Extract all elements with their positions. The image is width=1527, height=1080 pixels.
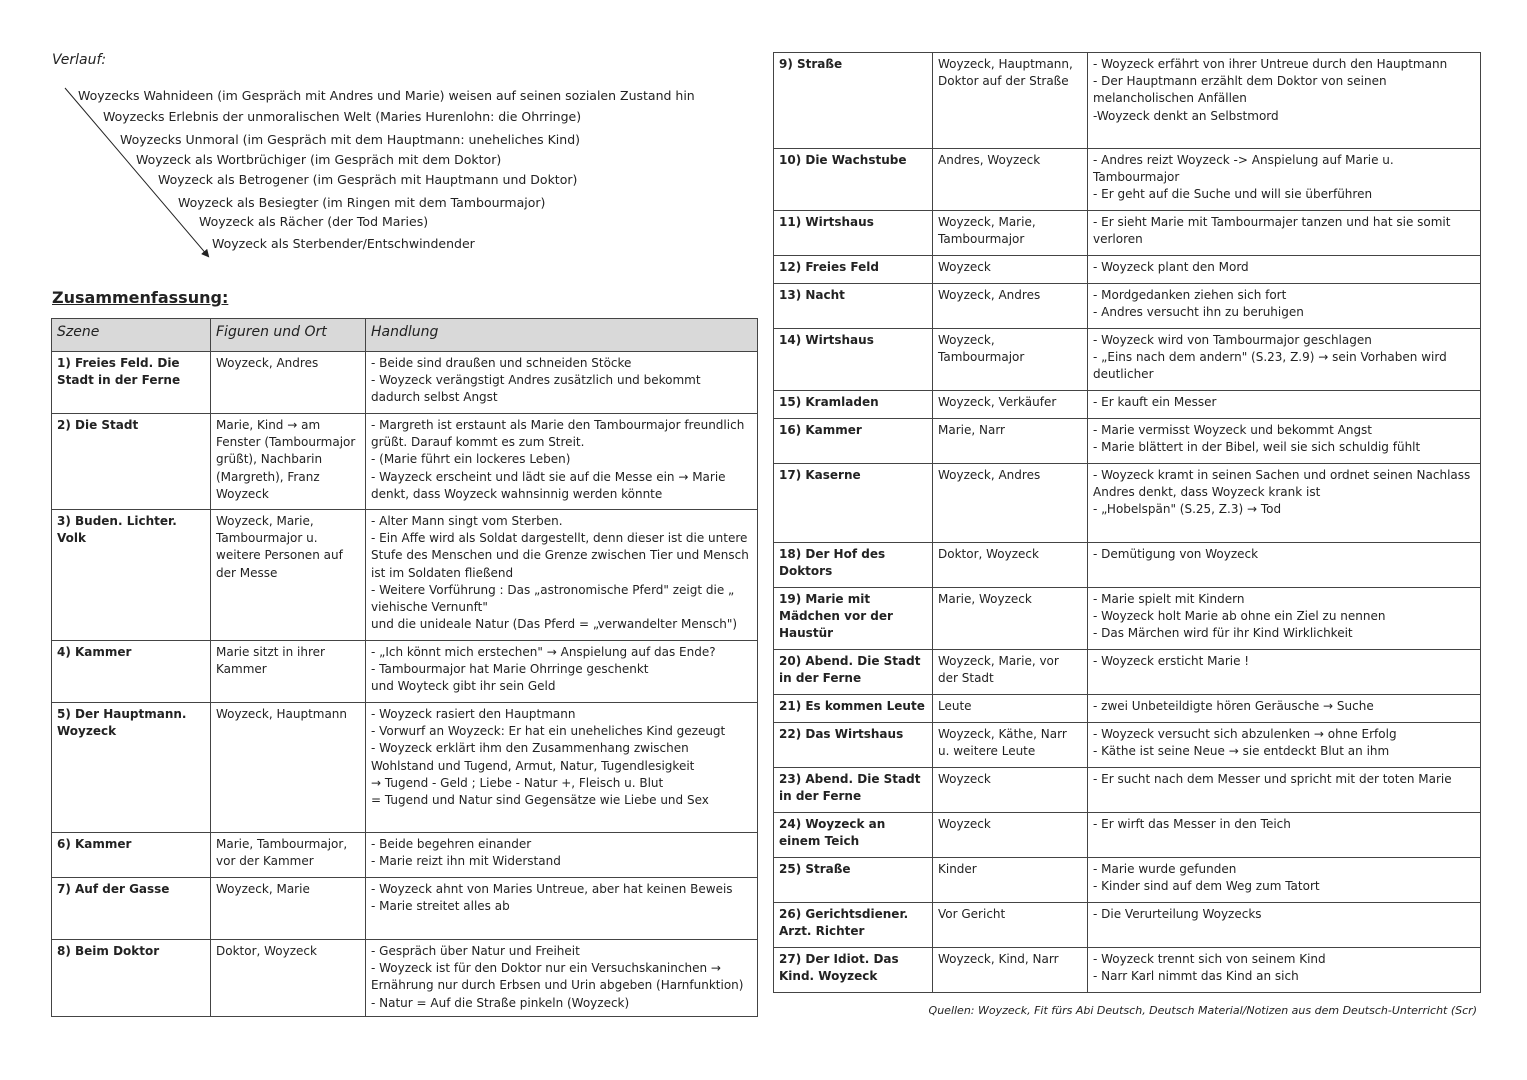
figuren-cell: Woyzeck, Verkäufer	[933, 391, 1088, 419]
verlauf-line: Woyzecks Wahnideen (im Gespräch mit Andres und Marie) weisen auf seinen sozialen Zustand hin	[78, 88, 695, 103]
scene-cell: 13) Nacht	[774, 284, 933, 329]
handlung-line: - Natur = Auf die Straße pinkeln (Woyzeck)	[371, 995, 630, 1010]
handlung-line: - Tambourmajor hat Marie Ohrringe geschenkt	[371, 662, 649, 677]
handlung-cell	[1088, 543, 1481, 588]
handlung-line: - Mordgedanken ziehen sich fort	[1093, 288, 1287, 302]
figuren-cell: Andres, Woyzeck	[933, 149, 1088, 211]
handlung-cell	[366, 878, 758, 940]
table-row	[774, 543, 1481, 588]
verlauf-line: Woyzeck als Sterbender/Entschwindender	[212, 236, 475, 251]
figuren-cell: Woyzeck, Marie	[211, 878, 366, 940]
handlung-cell	[1088, 903, 1481, 948]
handlung-line: - Margreth ist erstaunt als Marie den Tambourmajor freundlich grüßt. Darauf kommt es zum Streit.	[371, 418, 745, 450]
verlauf-title: Verlauf:	[52, 52, 107, 68]
figuren-cell: Woyzeck	[933, 256, 1088, 284]
scene-cell: 22) Das Wirtshaus	[774, 723, 933, 768]
scene-cell: 14) Wirtshaus	[774, 329, 933, 391]
summary-table-right	[773, 52, 1481, 993]
sources-note: Quellen: Woyzeck, Fit fürs Abi Deutsch, Deutsch Material/Notizen aus dem Deutsch-Unterricht (Scr)	[928, 1004, 1477, 1017]
scene-cell: 3) Buden. Lichter. Volk	[52, 510, 211, 641]
handlung-line: und die unideale Natur (Das Pferd = „verwandelter Mensch")	[371, 617, 738, 632]
handlung-line: und Woyteck gibt ihr sein Geld	[371, 679, 556, 694]
figuren-cell: Woyzeck	[933, 768, 1088, 813]
handlung-line: - Marie wurde gefunden	[1093, 862, 1237, 876]
table-row	[774, 256, 1481, 284]
handlung-line: - Marie reizt ihn mit Widerstand	[371, 854, 561, 869]
handlung-line: - (Marie führt ein lockeres Leben)	[371, 452, 571, 467]
scene-cell: 23) Abend. Die Stadt in der Ferne	[774, 768, 933, 813]
handlung-cell	[1088, 284, 1481, 329]
scene-cell: 18) Der Hof des Doktors	[774, 543, 933, 588]
handlung-line: Andres denkt, dass Woyzeck krank ist	[1093, 485, 1321, 500]
table-header-row	[52, 319, 758, 352]
handlung-line: - Er sieht Marie mit Tambourmajer tanzen und hat sie somit verloren	[1093, 215, 1451, 247]
scene-cell: 4) Kammer	[52, 641, 211, 703]
verlauf-line: Woyzecks Unmoral (im Gespräch mit dem Hauptmann: uneheliches Kind)	[120, 132, 581, 147]
handlung-line: - Andres versucht ihn zu beruhigen	[1093, 305, 1304, 320]
handlung-line: - Wayzeck erscheint und lädt sie auf die Messe ein → Marie denkt, dass Woyzeck wahnsinnig werden könnte	[371, 469, 726, 501]
scene-cell: 8) Beim Doktor	[52, 940, 211, 1017]
handlung-cell	[366, 352, 758, 414]
table-row	[52, 940, 758, 1017]
figuren-cell: Doktor, Woyzeck	[933, 543, 1088, 588]
handlung-cell	[366, 703, 758, 833]
handlung-line: - zwei Unbeteildigte hören Geräusche → Suche	[1093, 699, 1374, 713]
handlung-cell	[1088, 211, 1481, 256]
scene-cell: 1) Freies Feld. Die Stadt in der Ferne	[52, 352, 211, 414]
handlung-line: - Ein Affe wird als Soldat dargestellt, denn dieser ist die untere Stufe des Menschen und die Grenze zwischen Tier und Mensch ist im Soldaten fließend	[371, 531, 749, 580]
verlauf-line: Woyzeck als Betrogener (im Gespräch mit Hauptmann und Doktor)	[158, 172, 578, 187]
scene-cell: 21) Es kommen Leute	[774, 695, 933, 723]
handlung-cell	[366, 833, 758, 878]
figuren-cell: Woyzeck, Andres	[211, 352, 366, 414]
figuren-cell: Marie, Narr	[933, 419, 1088, 464]
figuren-cell: Woyzeck, Marie, vor der Stadt	[933, 650, 1088, 695]
figuren-cell: Marie, Tambourmajor, vor der Kammer	[211, 833, 366, 878]
figuren-cell: Woyzeck, Hauptmann, Doktor auf der Straße	[933, 53, 1088, 149]
scene-cell: 10) Die Wachstube	[774, 149, 933, 211]
handlung-cell	[1088, 329, 1481, 391]
figuren-cell: Woyzeck, Tambourmajor	[933, 329, 1088, 391]
handlung-line: - Käthe ist seine Neue → sie entdeckt Blut an ihm	[1093, 744, 1390, 759]
scene-cell: 25) Straße	[774, 858, 933, 903]
handlung-cell	[1088, 419, 1481, 464]
table-row	[52, 878, 758, 940]
table-row	[774, 903, 1481, 948]
scene-cell: 24) Woyzeck an einem Teich	[774, 813, 933, 858]
table-row	[774, 588, 1481, 650]
handlung-line: - Alter Mann singt vom Sterben.	[371, 514, 563, 528]
handlung-line: - Andres reizt Woyzeck -> Anspielung auf Marie u. Tambourmajor	[1093, 153, 1394, 185]
scene-cell: 17) Kaserne	[774, 464, 933, 543]
figuren-cell: Woyzeck, Andres	[933, 284, 1088, 329]
handlung-line: - Der Hauptmann erzählt dem Doktor von seinen melancholischen Anfällen	[1093, 74, 1387, 106]
handlung-line: - Er wirft das Messer in den Teich	[1093, 817, 1291, 831]
table-row	[52, 414, 758, 510]
handlung-cell	[366, 641, 758, 703]
figuren-cell: Doktor, Woyzeck	[211, 940, 366, 1017]
handlung-line: - Woyzeck plant den Mord	[1093, 260, 1249, 274]
scene-cell: 15) Kramladen	[774, 391, 933, 419]
scene-cell: 12) Freies Feld	[774, 256, 933, 284]
scene-cell: 20) Abend. Die Stadt in der Ferne	[774, 650, 933, 695]
handlung-cell	[1088, 723, 1481, 768]
handlung-cell	[1088, 464, 1481, 543]
figuren-cell: Woyzeck, Kind, Narr	[933, 948, 1088, 993]
figuren-cell: Woyzeck, Käthe, Narr u. weitere Leute	[933, 723, 1088, 768]
figuren-cell: Marie sitzt in ihrer Kammer	[211, 641, 366, 703]
handlung-line: - Woyzeck ahnt von Maries Untreue, aber hat keinen Beweis	[371, 882, 733, 896]
table-row	[774, 211, 1481, 256]
figuren-cell: Leute	[933, 695, 1088, 723]
table-row	[774, 419, 1481, 464]
scene-cell: 26) Gerichtsdiener. Arzt. Richter	[774, 903, 933, 948]
handlung-cell	[1088, 948, 1481, 993]
handlung-cell	[1088, 768, 1481, 813]
column-header-figuren: Figuren und Ort	[211, 319, 366, 352]
figuren-cell: Woyzeck, Marie, Tambourmajor	[933, 211, 1088, 256]
verlauf-line: Woyzeck als Besiegter (im Ringen mit dem Tambourmajor)	[178, 195, 546, 210]
handlung-line: - Woyzeck wird von Tambourmajor geschlagen	[1093, 333, 1372, 347]
handlung-line: - Das Märchen wird für ihr Kind Wirklichkeit	[1093, 626, 1353, 641]
figuren-cell: Marie, Kind → am Fenster (Tambourmajor grüßt), Nachbarin (Margreth), Franz Woyzeck	[211, 414, 366, 510]
handlung-line: - Demütigung von Woyzeck	[1093, 547, 1259, 561]
handlung-line: - Woyzeck holt Marie ab ohne ein Ziel zu nennen	[1093, 609, 1386, 624]
table-row	[774, 464, 1481, 543]
handlung-line: - Woyzeck versucht sich abzulenken → ohne Erfolg	[1093, 727, 1397, 741]
handlung-cell	[1088, 650, 1481, 695]
column-header-szene: Szene	[52, 319, 211, 352]
handlung-line: → Tugend - Geld ; Liebe - Natur +, Fleisch u. Blut	[371, 775, 664, 790]
figuren-cell: Woyzeck	[933, 813, 1088, 858]
handlung-line: - Woyzeck rasiert den Hauptmann	[371, 707, 576, 721]
handlung-line: - „Ich könnt mich erstechen" → Anspielung auf das Ende?	[371, 645, 716, 659]
scene-cell: 9) Straße	[774, 53, 933, 149]
handlung-line: - Die Verurteilung Woyzecks	[1093, 907, 1262, 921]
handlung-line: - Marie vermisst Woyzeck und bekommt Angst	[1093, 423, 1373, 437]
column-header-handlung: Handlung	[366, 319, 758, 352]
handlung-line: - Woyzeck kramt in seinen Sachen und ordnet seinen Nachlass	[1093, 468, 1471, 482]
table-row	[774, 650, 1481, 695]
handlung-line: - Woyzeck ist für den Doktor nur ein Versuchskaninchen → Ernährung nur durch Erbsen und Urin abgeben (Harnfunktion)	[371, 961, 744, 993]
handlung-cell	[366, 510, 758, 641]
figuren-cell: Woyzeck, Marie, Tambourmajor u. weitere Personen auf der Messe	[211, 510, 366, 641]
scene-cell: 6) Kammer	[52, 833, 211, 878]
handlung-line: - „Eins nach dem andern" (S.23, Z.9) → sein Vorhaben wird deutlicher	[1093, 350, 1447, 382]
table-row	[52, 352, 758, 414]
table-row	[774, 858, 1481, 903]
figuren-cell: Marie, Woyzeck	[933, 588, 1088, 650]
figuren-cell: Kinder	[933, 858, 1088, 903]
table-row	[52, 641, 758, 703]
handlung-line: - Kinder sind auf dem Weg zum Tatort	[1093, 879, 1320, 894]
handlung-line: - Woyzeck verängstigt Andres zusätzlich und bekommt dadurch selbst Angst	[371, 373, 701, 405]
handlung-cell	[366, 414, 758, 510]
table-row	[774, 391, 1481, 419]
table-row	[52, 510, 758, 641]
handlung-cell	[1088, 695, 1481, 723]
handlung-line: - Narr Karl nimmt das Kind an sich	[1093, 969, 1299, 984]
handlung-line: - Woyzeck erklärt ihm den Zusammenhang zwischen Wohlstand und Tugend, Armut, Natur, Tugendlesigkeit	[371, 741, 695, 773]
handlung-line: - Woyzeck erfährt von ihrer Untreue durch den Hauptmann	[1093, 57, 1448, 71]
handlung-line: - Er sucht nach dem Messer und spricht mit der toten Marie	[1093, 772, 1452, 786]
table-row	[52, 833, 758, 878]
handlung-line: - Beide begehren einander	[371, 837, 532, 851]
handlung-line: - Er geht auf die Suche und will sie überführen	[1093, 187, 1373, 202]
table-row	[774, 284, 1481, 329]
table-row	[774, 329, 1481, 391]
table-row	[774, 53, 1481, 149]
handlung-line: - Beide sind draußen und schneiden Stöcke	[371, 356, 632, 370]
scene-cell: 5) Der Hauptmann. Woyzeck	[52, 703, 211, 833]
table-row	[774, 149, 1481, 211]
table-row	[774, 813, 1481, 858]
scene-cell: 19) Marie mit Mädchen vor der Haustür	[774, 588, 933, 650]
handlung-line: - Gespräch über Natur und Freiheit	[371, 944, 580, 958]
scene-cell: 27) Der Idiot. Das Kind. Woyzeck	[774, 948, 933, 993]
handlung-cell	[1088, 256, 1481, 284]
summary-table-left	[51, 318, 758, 1017]
scene-cell: 7) Auf der Gasse	[52, 878, 211, 940]
handlung-line: - Woyzeck ersticht Marie !	[1093, 654, 1250, 668]
scene-cell: 16) Kammer	[774, 419, 933, 464]
figuren-cell: Vor Gericht	[933, 903, 1088, 948]
handlung-line: - Woyzeck trennt sich von seinem Kind	[1093, 952, 1326, 966]
handlung-cell	[366, 940, 758, 1017]
handlung-cell	[1088, 858, 1481, 903]
handlung-line: - Marie streitet alles ab	[371, 899, 510, 914]
verlauf-line: Woyzeck als Wortbrüchiger (im Gespräch mit dem Doktor)	[136, 152, 502, 167]
handlung-line: - Er kauft ein Messer	[1093, 395, 1217, 409]
verlauf-line: Woyzecks Erlebnis der unmoralischen Welt (Maries Hurenlohn: die Ohrringe)	[103, 109, 582, 124]
verlauf-line: Woyzeck als Rächer (der Tod Maries)	[199, 214, 429, 229]
handlung-cell	[1088, 813, 1481, 858]
handlung-line: - Marie spielt mit Kindern	[1093, 592, 1245, 606]
zusammenfassung-title: Zusammenfassung:	[52, 288, 229, 307]
handlung-line: - Marie blättert in der Bibel, weil sie sich schuldig fühlt	[1093, 440, 1421, 455]
handlung-cell	[1088, 53, 1481, 149]
table-row	[774, 768, 1481, 813]
scene-cell: 11) Wirtshaus	[774, 211, 933, 256]
figuren-cell: Woyzeck, Hauptmann	[211, 703, 366, 833]
figuren-cell: Woyzeck, Andres	[933, 464, 1088, 543]
table-row	[52, 703, 758, 833]
handlung-line: - Vorwurf an Woyzeck: Er hat ein uneheliches Kind gezeugt	[371, 724, 726, 739]
table-row	[774, 695, 1481, 723]
handlung-line: - „Hobelspän" (S.25, Z.3) → Tod	[1093, 502, 1282, 517]
scene-cell: 2) Die Stadt	[52, 414, 211, 510]
table-row	[774, 723, 1481, 768]
handlung-cell	[1088, 588, 1481, 650]
handlung-cell	[1088, 391, 1481, 419]
table-row	[774, 948, 1481, 993]
handlung-cell	[1088, 149, 1481, 211]
handlung-line: - Weitere Vorführung : Das „astronomische Pferd" zeigt die „ viehische Vernunft"	[371, 582, 735, 615]
handlung-line: = Tugend und Natur sind Gegensätze wie Liebe und Sex	[371, 793, 709, 808]
handlung-line: -Woyzeck denkt an Selbstmord	[1093, 108, 1279, 123]
